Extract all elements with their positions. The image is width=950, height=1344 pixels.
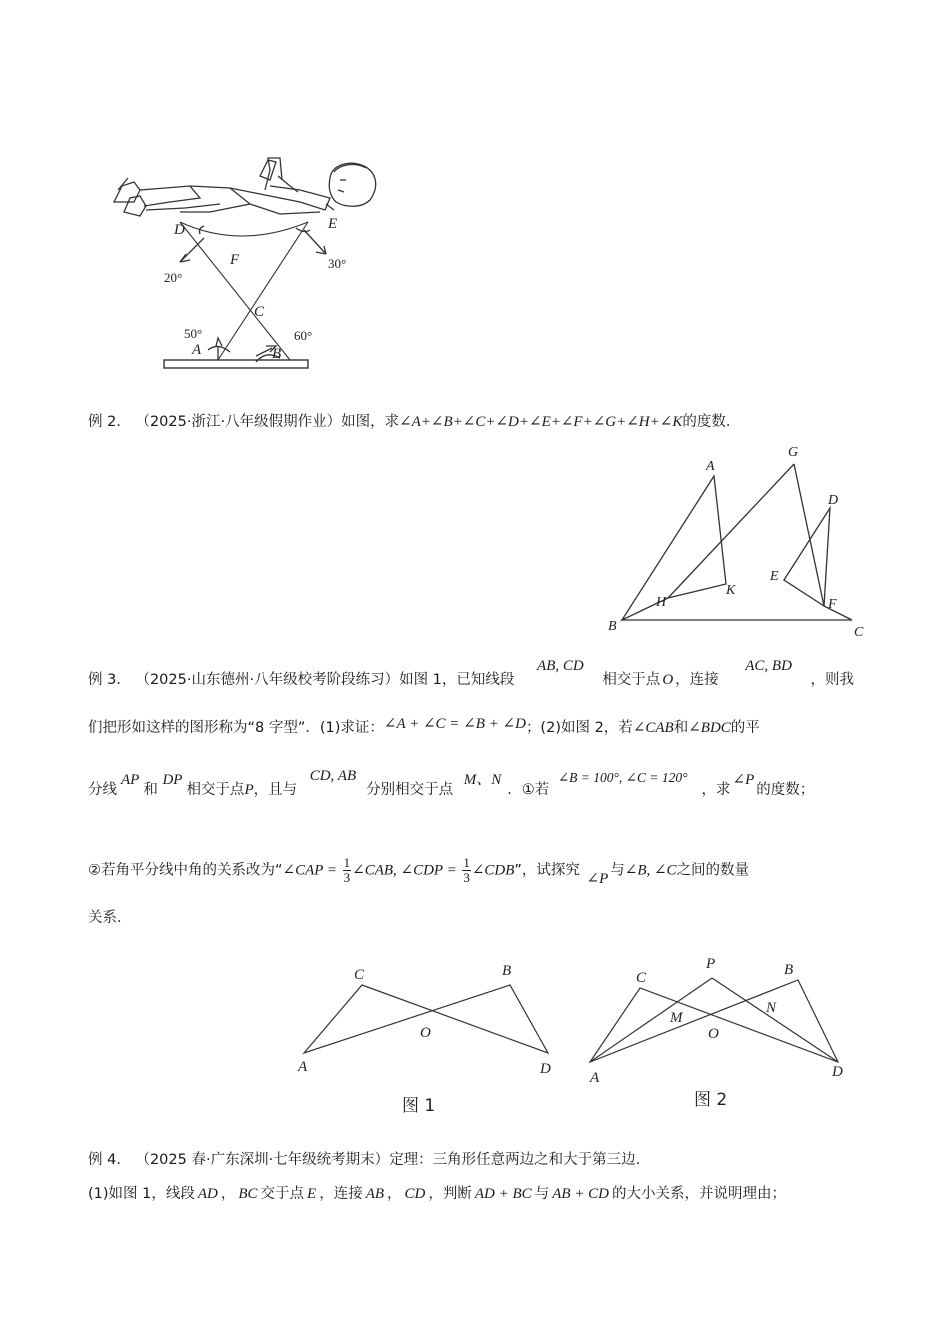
ex3-point-P: P: [244, 782, 254, 798]
ex3-line-4: [88, 856, 749, 885]
ex2-source: （2025·浙江·八年级假期作业）: [135, 414, 342, 430]
ex3-l2-a: 们把形如这样的图形称为“8 字型”．(1)求证：: [88, 720, 384, 736]
ex3-figure-1: [290, 955, 570, 1120]
fig1-angle-50: 50°: [184, 326, 203, 341]
ex4-math-ab-cd: AB + CD: [552, 1186, 609, 1202]
ex3-point-O: O: [662, 672, 674, 688]
ex3-l2-d: 的平: [730, 720, 760, 736]
ex3-f2-label-D: D: [832, 1064, 843, 1080]
ex3-l3-a: 分线: [88, 782, 117, 798]
ex4-math-ad: AD: [197, 1186, 218, 1202]
ex2-label-E: E: [770, 569, 779, 584]
ex3-l1-c: ，连接: [675, 672, 719, 688]
ex4-l2-g: 与: [534, 1186, 550, 1202]
ex3-math-mn: M、N: [463, 772, 502, 788]
fig1-angle-20: 20°: [164, 270, 183, 285]
ex3-f1-label-C: C: [354, 967, 365, 983]
ex3-l4-a: ②若角平分线中角的关系改为“: [88, 862, 283, 879]
ex3-line-3: [88, 768, 815, 800]
ex3-math-b-c: ∠B, ∠C: [624, 862, 677, 879]
ex3-f2-label-A: A: [590, 1070, 600, 1086]
ex2-text-post: 的度数．: [682, 414, 741, 430]
ex3-line-2: [88, 718, 760, 738]
ex3-l4-b: ”，试探究: [514, 862, 580, 879]
ex2-line: [88, 412, 740, 432]
ex3-l2-b: ；(2)如图 2，若: [525, 720, 633, 736]
ex3-math-angle-eq: ∠A + ∠C = ∠B + ∠D: [383, 716, 526, 732]
ex3-l3-c: 相交于点: [186, 782, 245, 798]
ex3-l3-b: 和: [143, 782, 158, 798]
ex3-fraction-2: $\frac{1}{3}$: [463, 855, 470, 885]
ex2-label-A: A: [706, 459, 715, 474]
reflection-figure: [100, 150, 400, 375]
ex3-math-ac-bd: AC, BD: [745, 658, 792, 674]
ex3-l3-e: 分别相交于点: [366, 782, 454, 798]
ex4-l2-e: ，: [387, 1186, 402, 1202]
fig1-angle-60: 60°: [294, 328, 313, 343]
fig1-label-D: D: [174, 222, 185, 238]
ex3-f2-label-P: P: [706, 956, 716, 972]
ex3-label: 例 3．: [88, 672, 131, 688]
fig1-label-B: B: [272, 346, 282, 362]
ex4-l2-c: 交于点: [260, 1186, 305, 1202]
ex3-f2-caption: 图 2: [694, 1090, 728, 1110]
ex3-l3-h: 的度数；: [756, 782, 815, 798]
ex3-f2-label-M: M: [670, 1010, 683, 1026]
ex3-math-cab: ∠CAB: [632, 720, 674, 736]
ex4-l2-h: 的大小关系，并说明理由；: [611, 1186, 786, 1202]
fig1-label-A: A: [192, 342, 202, 358]
ex3-l1-d: ，则我: [810, 672, 855, 688]
ex3-math-bdc: ∠BDC: [688, 720, 731, 736]
ex4-text: 定理：三角形任意两边之和大于第三边．: [389, 1152, 651, 1168]
ex2-label-B: B: [608, 619, 617, 634]
ex3-l3-f: ．①若: [507, 782, 550, 798]
ex3-l1-b: 相交于点: [602, 672, 661, 688]
ex3-math-p: ∠P: [732, 772, 755, 788]
ex2-label-F: F: [828, 597, 837, 612]
ex3-f2-label-N: N: [766, 1000, 777, 1016]
ex4-line-1: [88, 1150, 650, 1170]
ex3-f2-label-B: B: [784, 962, 794, 978]
ex2-label-K: K: [726, 583, 736, 598]
ex3-figure-2: [580, 950, 860, 1115]
ex3-fraction-1: $\frac{1}{3}$: [343, 855, 351, 885]
ex3-f1-label-D: D: [540, 1061, 551, 1077]
ex2-label-D: D: [828, 493, 839, 508]
fig1-label-F: F: [230, 252, 240, 268]
ex3-math-given-angles: ∠B = 100°, ∠C = 120°: [557, 770, 688, 785]
ex3-math-ab-cd: AB, CD: [537, 658, 584, 674]
ex4-math-bc: BC: [238, 1186, 258, 1202]
ex3-math-cdb: ∠CDB: [471, 862, 515, 879]
fig1-label-C: C: [254, 304, 265, 320]
ex3-f1-label-B: B: [502, 963, 512, 979]
ex3-l3-g: ，求: [701, 782, 731, 798]
ex3-f1-caption: 图 1: [402, 1096, 436, 1116]
ex2-figure: [598, 438, 873, 648]
ex4-line-2: [88, 1184, 786, 1204]
ex3-math-cap: ∠CAP =: [282, 862, 338, 879]
ex3-l2-c: 和: [673, 720, 689, 736]
ex3-source: （2025·山东德州·八年级校考阶段练习）: [135, 672, 400, 688]
ex2-label-H: H: [656, 595, 667, 610]
ex3-l3-d: ，且与: [253, 782, 298, 798]
ex4-label: 例 4．: [88, 1152, 131, 1168]
ex4-math-ad-bc: AD + BC: [474, 1186, 532, 1202]
ex4-l2-b: ，: [220, 1186, 236, 1202]
ex3-line-1: [88, 658, 855, 690]
ex2-label-G: G: [788, 445, 799, 460]
ex2-label-C: C: [854, 625, 864, 640]
ex4-l2-d: ，连接: [319, 1186, 363, 1202]
ex3-line-5: 关系．: [88, 910, 132, 926]
ex3-math-cd-ab: CD, AB: [309, 768, 357, 784]
ex4-math-ab: AB: [365, 1186, 385, 1202]
ex4-math-cd: CD: [404, 1186, 426, 1202]
ex3-l4-d: 之间的数量: [676, 862, 750, 879]
ex2-expr: ∠A+∠B+∠C+∠D+∠E+∠F+∠G+∠H+∠K: [399, 414, 683, 430]
ex2-label: 例 2．: [88, 414, 131, 430]
ex3-f1-label-O: O: [420, 1025, 431, 1041]
ex3-f2-label-O: O: [708, 1026, 719, 1042]
ex3-math-dp: DP: [162, 772, 183, 788]
ex2-text-pre: 如图，求: [341, 414, 400, 430]
ex3-math-ap: AP: [121, 772, 140, 788]
ex4-math-e: E: [307, 1186, 317, 1202]
ex4-l2-f: ，判断: [428, 1186, 472, 1202]
fig1-label-E: E: [328, 216, 338, 232]
ex4-l2-a: (1)如图 1，线段: [88, 1186, 195, 1202]
ex4-source: （2025 春·广东深圳·七年级统考期末）: [135, 1152, 390, 1168]
ex3-math-cab-cdp: ∠CAB, ∠CDP =: [352, 862, 457, 879]
ex3-f2-label-C: C: [636, 970, 647, 986]
ex3-math-p2: ∠P: [586, 870, 609, 887]
ex3-l4-c: 与: [610, 862, 625, 879]
ex3-f1-label-A: A: [298, 1059, 308, 1075]
ex3-l1-a: 如图 1，已知线段: [399, 672, 515, 688]
fig1-angle-30: 30°: [328, 256, 347, 271]
